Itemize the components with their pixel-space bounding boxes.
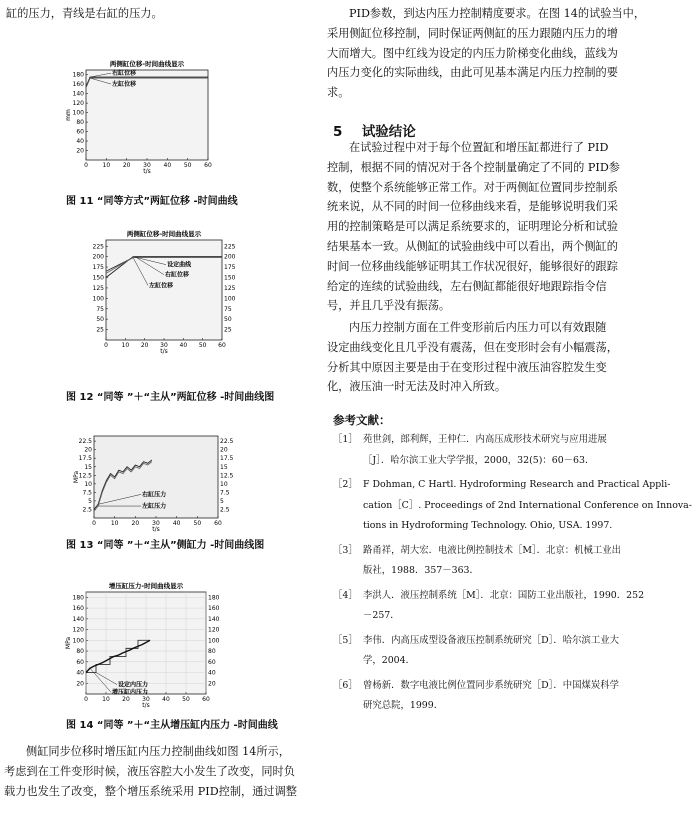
figure-11-chart xyxy=(64,56,224,174)
y-tick-label-right: 100 xyxy=(224,295,236,303)
reference-text: 李伟．内高压成型设备液压控制系统研究［D］．哈尔滨工业大 xyxy=(363,634,619,646)
text-line: 侧缸同步位移时增压缸内压力控制曲线如图 14所示， xyxy=(26,745,290,758)
section-title: 试验结论 xyxy=(361,124,416,140)
y-tick-label-right: 160 xyxy=(208,605,220,613)
legend-label: 右缸位移 xyxy=(112,70,137,78)
left-bottom-paragraph xyxy=(4,742,297,801)
figure-12-chart xyxy=(84,226,244,354)
text-line: 数，使整个系统能够正常工作。对于两侧缸位置同步控制系 xyxy=(327,180,618,194)
reference-text: cation［C］. Proceedings of 2nd International Conference on Innova- xyxy=(363,499,692,511)
figure-14 xyxy=(64,578,230,708)
text-line: 号，并且几乎没有振荡。 xyxy=(327,299,451,313)
y-tick-label: 160 xyxy=(72,605,84,613)
y-tick-label-right: 75 xyxy=(224,305,232,313)
x-tick-label: 40 xyxy=(172,520,181,527)
y-tick-label-right: 80 xyxy=(208,648,216,656)
y-tick-label: 60 xyxy=(76,658,84,666)
reference-number: ［6］ xyxy=(333,679,358,691)
x-axis-label: t/s xyxy=(152,526,160,533)
y-tick-label: 180 xyxy=(72,71,84,79)
y-tick-label-right: 120 xyxy=(208,626,220,634)
references-heading: 参考文献： xyxy=(333,413,391,427)
x-axis-label: t/s xyxy=(160,348,168,355)
section-number: 5 xyxy=(333,124,343,140)
reference-item xyxy=(333,676,619,717)
y-tick-label-right: 100 xyxy=(208,637,220,645)
y-tick-label: 100 xyxy=(92,295,104,303)
text-line: PID参数，到达内压力控制精度要求。在图 14的试验当中， xyxy=(349,7,646,20)
figure-13 xyxy=(72,432,240,532)
y-tick-label: 140 xyxy=(72,615,84,623)
reference-item xyxy=(333,430,607,471)
reference-text: 路甬祥，胡大宏．电液比例控制技术［M］．北京：机械工业出 xyxy=(363,544,622,556)
plot-area xyxy=(86,70,208,160)
x-tick-label: 10 xyxy=(110,520,119,527)
legend-label: 左缸位移 xyxy=(112,81,137,89)
x-tick-label: 20 xyxy=(122,696,130,703)
x-tick-label: 10 xyxy=(102,696,110,703)
y-tick-label: 120 xyxy=(72,100,84,108)
reference-text: 曾杨新．数字电液比例位置同步系统研究［D］．中国煤炭科学 xyxy=(363,679,619,691)
text-line: 内压力变化的实际曲线，由此可见基本满足内压力控制的要 xyxy=(327,66,618,80)
y-tick-label: 5 xyxy=(88,497,92,505)
y-axis-label: MPa xyxy=(65,636,72,650)
y-tick-label-right: 15 xyxy=(220,463,228,471)
y-tick-label-right: 125 xyxy=(224,284,236,292)
text-line: 内压力控制方面在工件变形前后内压力可以有效跟随 xyxy=(349,321,607,334)
y-tick-label-right: 200 xyxy=(224,253,236,261)
chart-title: 两侧缸位移-时间曲线显示 xyxy=(109,60,185,68)
left-top-text: 缸的压力，青线是右缸的压力。 xyxy=(6,7,163,20)
y-tick-label: 125 xyxy=(92,284,104,292)
y-tick-label: 120 xyxy=(72,626,84,634)
y-tick-label: 17.5 xyxy=(78,455,92,463)
x-tick-label: 50 xyxy=(182,696,190,703)
y-tick-label-right: 50 xyxy=(224,316,232,324)
reference-number: ［4］ xyxy=(333,589,358,601)
legend-label: 左缸位移 xyxy=(149,282,174,290)
x-tick-label: 40 xyxy=(179,342,188,349)
y-tick-label-right: 60 xyxy=(208,658,216,666)
figure-14-caption: 图 14 “同等 ”＋“主从增压缸内压力 -时间曲线 xyxy=(66,720,278,731)
y-tick-label: 50 xyxy=(96,316,104,324)
y-tick-label: 80 xyxy=(76,648,84,656)
reference-item xyxy=(333,631,619,672)
y-tick-label-right: 25 xyxy=(224,326,232,334)
y-axis-label: mm xyxy=(65,109,72,121)
reference-text: －257． xyxy=(363,610,400,621)
x-tick-label: 60 xyxy=(202,696,210,703)
y-tick-label: 150 xyxy=(92,274,104,282)
figure-13-chart xyxy=(72,432,240,532)
y-tick-label: 40 xyxy=(76,669,84,677)
reference-text: 研究总院，1999． xyxy=(363,700,444,711)
chart-title: 两侧缸位移-时间曲线显示 xyxy=(126,230,202,238)
y-tick-label: 22.5 xyxy=(78,438,92,446)
legend-label: 右缸位移 xyxy=(165,271,190,279)
reference-text: 版社，1988．357－363． xyxy=(363,565,479,576)
reference-text: tions in Hydroforming Technology. Ohio, USA. 1997. xyxy=(363,520,613,531)
x-tick-label: 10 xyxy=(121,342,130,349)
text-line: 考虑到在工件变形时候，液压容腔大小发生了改变，同时负 xyxy=(4,764,295,778)
y-tick-label-right: 20 xyxy=(220,446,228,454)
x-tick-label: 20 xyxy=(140,342,149,349)
y-tick-label: 175 xyxy=(92,264,104,272)
y-tick-label-right: 2.5 xyxy=(220,506,230,514)
reference-number: ［2］ xyxy=(333,479,358,490)
x-tick-label: 0 xyxy=(92,520,96,527)
x-tick-label: 30 xyxy=(152,520,160,527)
x-tick-label: 40 xyxy=(162,696,170,703)
text-line: 给定的连续的试验曲线，左右侧缸都能很好地跟踪指令信 xyxy=(327,279,607,293)
legend-label: 设定曲线 xyxy=(167,261,192,269)
legend-label: 增压缸内压力 xyxy=(112,689,149,697)
text-line: 化，液压油一时无法及时冲入所致。 xyxy=(327,380,507,394)
x-tick-label: 50 xyxy=(193,520,202,527)
reference-text: 苑世剑，郎利辉，王仲仁．内高压成形技术研究与应用进展 xyxy=(363,434,607,445)
reference-item xyxy=(333,541,621,582)
plot-area xyxy=(106,240,222,340)
text-line: 用的控制策略是可以满足系统要求的，证明理论分析和试验 xyxy=(327,220,618,234)
y-tick-label: 140 xyxy=(72,90,84,98)
y-tick-label: 225 xyxy=(92,243,104,251)
x-tick-label: 30 xyxy=(143,162,151,169)
text-line: 设定曲线变化且几乎没有震荡，但在变形时会有小幅震荡， xyxy=(327,340,618,354)
figure-11-caption: 图 11 “同等方式”两缸位移 -时间曲线 xyxy=(66,196,238,207)
conclusion-paragraph-2 xyxy=(327,318,618,397)
text-line: 载力也发生了改变，整个增压系统采用 PID控制，通过调整 xyxy=(4,784,297,798)
x-tick-label: 60 xyxy=(204,162,212,169)
conclusion-paragraph-1 xyxy=(327,138,620,316)
y-tick-label-right: 225 xyxy=(224,243,236,251)
x-tick-label: 0 xyxy=(104,342,108,349)
reference-number: ［5］ xyxy=(333,634,358,646)
text-line: 大而增大。图中红线为设定的内压力阶梯变化曲线，蓝线为 xyxy=(327,46,618,60)
reference-text: ［J］．哈尔滨工业大学学报，2000，32(5)：60－63． xyxy=(363,454,595,466)
x-tick-label: 60 xyxy=(218,342,226,349)
y-tick-label-right: 5 xyxy=(220,497,224,505)
y-tick-label-right: 10 xyxy=(220,480,228,488)
reference-item xyxy=(333,586,644,627)
legend-label: 左缸压力 xyxy=(142,503,167,511)
y-tick-label-right: 150 xyxy=(224,274,236,282)
figure-14-chart xyxy=(64,578,230,708)
y-tick-label-right: 140 xyxy=(208,615,220,623)
y-tick-label: 100 xyxy=(72,637,84,645)
y-tick-label: 25 xyxy=(96,326,104,334)
y-axis-label: MPa xyxy=(73,470,80,484)
reference-number: ［3］ xyxy=(333,544,358,556)
y-tick-label: 12.5 xyxy=(78,472,92,480)
y-tick-label: 15 xyxy=(84,463,92,471)
y-tick-label-right: 7.5 xyxy=(220,489,230,497)
reference-item xyxy=(333,475,692,537)
y-tick-label: 180 xyxy=(72,594,84,602)
legend-label: 右缸压力 xyxy=(142,491,167,499)
x-tick-label: 0 xyxy=(84,696,88,703)
x-tick-label: 60 xyxy=(214,520,222,527)
y-tick-label: 7.5 xyxy=(82,489,92,497)
x-tick-label: 20 xyxy=(131,520,140,527)
x-tick-label: 20 xyxy=(122,162,131,169)
y-tick-label: 20 xyxy=(76,147,84,155)
y-tick-label: 2.5 xyxy=(82,506,92,514)
y-tick-label-right: 20 xyxy=(208,680,216,688)
x-axis-label: t/s xyxy=(143,168,151,175)
y-tick-label-right: 12.5 xyxy=(220,472,234,480)
y-tick-label-right: 40 xyxy=(208,669,216,677)
y-tick-label: 100 xyxy=(72,109,84,117)
y-tick-label: 80 xyxy=(76,119,84,127)
y-tick-label: 60 xyxy=(76,128,84,136)
text-line: 统来说，从不同的时间一位移曲线来看，是能够说明我们采 xyxy=(327,200,618,214)
y-tick-label-right: 180 xyxy=(208,594,220,602)
text-line: 时间一位移曲线能够证明其工作状况很好，能够很好的跟踪 xyxy=(327,259,618,273)
y-tick-label: 40 xyxy=(76,138,84,146)
y-tick-label-right: 17.5 xyxy=(220,455,234,463)
figure-12-caption: 图 12 “同等 ”＋“主从”两缸位移 -时间曲线图 xyxy=(66,392,275,403)
right-top-paragraph xyxy=(327,4,645,103)
x-tick-label: 30 xyxy=(160,342,168,349)
chart-title: 增压缸压力-时间曲线显示 xyxy=(108,582,184,590)
text-line: 求。 xyxy=(327,86,350,100)
x-tick-label: 50 xyxy=(198,342,207,349)
x-tick-label: 50 xyxy=(183,162,192,169)
section-heading xyxy=(333,120,416,140)
y-tick-label-right: 175 xyxy=(224,264,236,272)
x-tick-label: 40 xyxy=(163,162,172,169)
figure-13-caption: 图 13 “同等 ”＋“主从”侧缸力 -时间曲线图 xyxy=(66,540,265,551)
text-line: 控制，根据不同的情况对于各个控制量确定了不同的 PID参 xyxy=(327,160,620,174)
figure-11 xyxy=(64,56,224,174)
y-tick-label: 200 xyxy=(92,253,104,261)
figure-12 xyxy=(84,226,244,354)
reference-text: F Dohman, C Hartl. Hydroforming Research and Practical Appli- xyxy=(363,479,671,490)
x-axis-label: t/s xyxy=(142,702,150,709)
x-tick-label: 10 xyxy=(102,162,111,169)
text-line: 结果基本一致。从侧缸的试验曲线中可以看出，两个侧缸的 xyxy=(327,239,618,253)
legend-label: 设定内压力 xyxy=(118,681,149,689)
reference-number: ［1］ xyxy=(333,434,358,445)
text-line: 采用侧缸位移控制，同时保证两侧缸的压力跟随内压力的增 xyxy=(327,26,618,40)
x-tick-label: 0 xyxy=(84,162,88,169)
reference-text: 学，2004． xyxy=(363,655,415,666)
text-line: 分析其中原因主要是由于在变形过程中液压油容腔发生变 xyxy=(327,360,607,374)
y-tick-label: 10 xyxy=(84,480,92,488)
y-tick-label: 160 xyxy=(72,81,84,89)
y-tick-label: 75 xyxy=(96,305,104,313)
x-tick-label: 30 xyxy=(142,696,150,703)
y-tick-label: 20 xyxy=(76,680,84,688)
y-tick-label-right: 22.5 xyxy=(220,438,234,446)
reference-text: 李洪人．液压控制系统［M］．北京：国防工业出版社，1990．252 xyxy=(363,589,645,601)
text-line: 在试验过程中对于每个位置缸和增压缸都进行了 PID xyxy=(349,141,609,154)
y-tick-label: 20 xyxy=(84,446,92,454)
